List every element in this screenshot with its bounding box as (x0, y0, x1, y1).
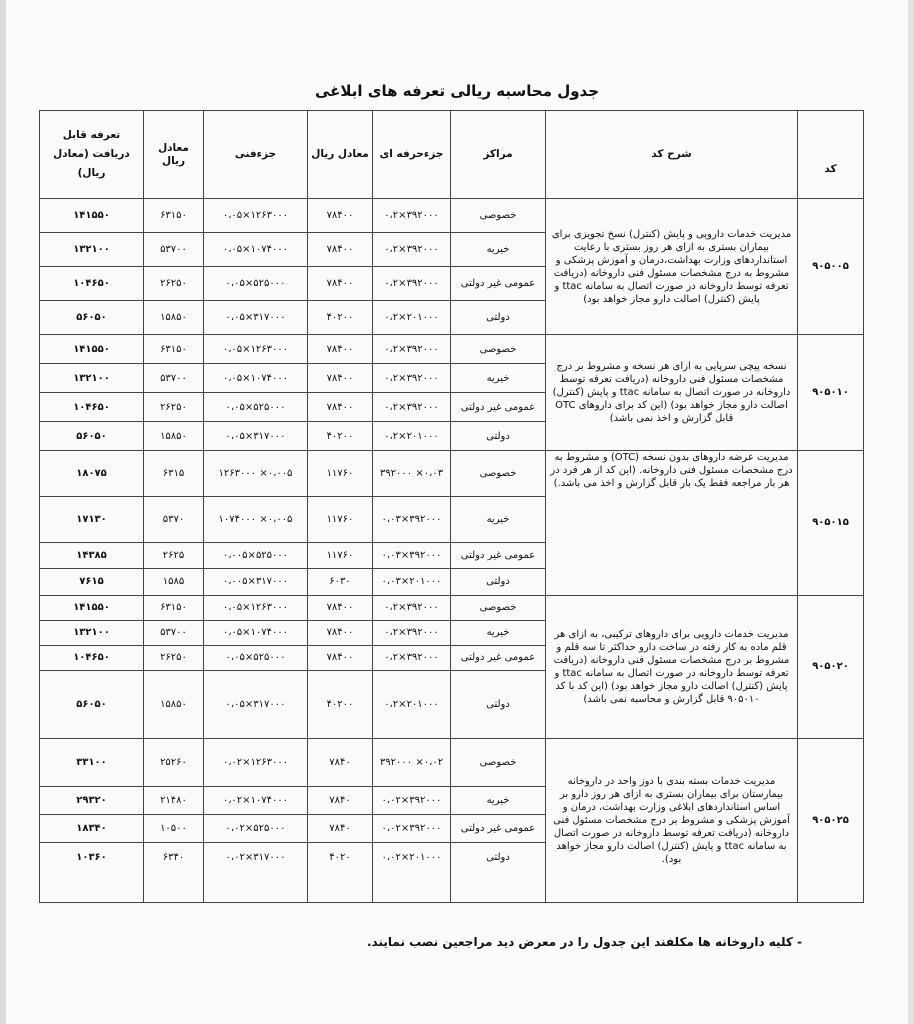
rial-cell: ۱۱۷۶۰ (308, 543, 373, 569)
center-cell: خیریه (451, 364, 546, 393)
rial-cell-2: ۶۳۱۵۰ (144, 335, 204, 364)
tariff-cell: ۵۶۰۵۰ (40, 422, 144, 451)
tariff-cell: ۱۳۲۱۰۰ (40, 364, 144, 393)
professional-cell: ۳۹۲۰۰۰×۰،۰۲ (373, 814, 451, 842)
center-cell: عمومی غیر دولتی (451, 645, 546, 670)
header-technical: جزءفنی (204, 111, 308, 199)
center-cell: عمومی غیر دولتی (451, 267, 546, 301)
technical-cell: ۳۱۷۰۰۰×۰،۰۲ (204, 842, 308, 902)
rial-cell-2: ۱۵۸۵۰ (144, 301, 204, 335)
center-cell: عمومی غیر دولتی (451, 814, 546, 842)
service-description: مدیریت خدمات بسته بندی با دوز واحد در داروخانه بیمارستان برای بیماران بستری به ازای هر روز دارو بر اساس استانداردهای ابلاغی وزارت بهداشت، درمان و آموزش پزشکی و مشروط بر درج مشخصات مسئول فنی داروخانه (دریافت تعرفه توسط داروخانه در صورت اتصال به سامانه ttac و پایش (کنترل) اصالت دارو مجاز خواهد بود). (546, 738, 798, 902)
rial-cell: ۷۸۴۰۰ (308, 364, 373, 393)
professional-cell: ۳۹۲۰۰۰×۰،۲ (373, 199, 451, 233)
center-cell: خصوصی (451, 335, 546, 364)
table-row (40, 451, 864, 497)
technical-cell: ۱۲۶۳۰۰۰×۰،۰۵ (204, 335, 308, 364)
document-title: جدول محاسبه ریالی تعرفه های ابلاغی (314, 82, 600, 100)
center-cell: عمومی غیر دولتی (451, 543, 546, 569)
rial-cell: ۷۸۴۰۰ (308, 393, 373, 422)
technical-cell: ۵۲۵۰۰۰×۰،۰۰۵ (204, 543, 308, 569)
header-professional: جزءحرفه ای (373, 111, 451, 199)
center-cell: خصوصی (451, 738, 546, 786)
tariff-cell: ۱۰۴۶۵۰ (40, 267, 144, 301)
rial-cell: ۱۱۷۶۰ (308, 497, 373, 543)
rial-cell-2: ۱۵۸۵۰ (144, 422, 204, 451)
service-code: ۹۰۵۰۲۰ (798, 595, 864, 738)
rial-cell: ۴۰۲۰۰ (308, 301, 373, 335)
center-cell: خیریه (451, 497, 546, 543)
rial-cell: ۷۸۴۰۰ (308, 595, 373, 620)
professional-cell: ۳۹۲۰۰۰×۰،۲ (373, 393, 451, 422)
rial-cell: ۷۸۴۰۰ (308, 233, 373, 267)
center-cell: خیریه (451, 620, 546, 645)
rial-cell: ۴۰۲۰۰ (308, 422, 373, 451)
table-row (40, 199, 864, 233)
center-cell: خیریه (451, 786, 546, 814)
tariff-cell: ۱۷۱۳۰ (40, 497, 144, 543)
professional-cell: ۳۹۲۰۰۰×۰،۰۳ (373, 543, 451, 569)
rial-cell-2: ۵۳۷۰۰ (144, 233, 204, 267)
technical-cell: ۵۲۵۰۰۰×۰،۰۵ (204, 393, 308, 422)
tariff-cell: ۱۳۲۱۰۰ (40, 620, 144, 645)
technical-cell: ۳۱۷۰۰۰×۰،۰۰۵ (204, 569, 308, 595)
table-row (40, 595, 864, 620)
rial-cell-2: ۲۵۲۶۰ (144, 738, 204, 786)
tariff-cell: ۱۳۲۱۰۰ (40, 233, 144, 267)
professional-cell: ۳۹۲۰۰۰×۰،۰۲ (373, 786, 451, 814)
service-description: مدیریت عرضه داروهای بدون نسخه (OTC) و مشروط به درج مشخصات مسئول فنی داروخانه. (این کد از هر فرد در هر بار مراجعه فقط یک بار قابل گزارش و اخذ می باشد.) (546, 451, 798, 595)
rial-cell-2: ۲۶۲۵ (144, 543, 204, 569)
table-row (40, 738, 864, 786)
rial-cell-2: ۵۳۷۰۰ (144, 364, 204, 393)
header-row (40, 111, 864, 199)
technical-cell: ۰،۰۰۵× ۱۲۶۳۰۰۰ (204, 451, 308, 497)
rial-cell: ۷۸۴۰۰ (308, 620, 373, 645)
tariff-cell: ۱۴۳۸۵ (40, 543, 144, 569)
professional-cell: ۳۹۲۰۰۰×۰،۲ (373, 233, 451, 267)
tariff-cell: ۷۶۱۵ (40, 569, 144, 595)
rial-cell-2: ۲۶۲۵۰ (144, 267, 204, 301)
rial-cell-2: ۲۶۲۵۰ (144, 393, 204, 422)
professional-cell: ۲۰۱۰۰۰×۰،۲ (373, 301, 451, 335)
technical-cell: ۰،۰۰۵× ۱۰۷۴۰۰۰ (204, 497, 308, 543)
technical-cell: ۳۱۷۰۰۰×۰،۰۵ (204, 422, 308, 451)
footnote: - کلیه داروخانه ها مکلفند این جدول را در معرض دید مراجعین نصب نمایند. (367, 935, 802, 949)
rial-cell-2: ۲۶۲۵۰ (144, 645, 204, 670)
technical-cell: ۱۰۷۴۰۰۰×۰،۰۵ (204, 233, 308, 267)
professional-cell: ۳۹۲۰۰۰×۰،۲ (373, 267, 451, 301)
rial-cell: ۷۸۴۰۰ (308, 335, 373, 364)
center-cell: خیریه (451, 233, 546, 267)
rial-cell: ۴۰۲۰۰ (308, 670, 373, 738)
center-cell: عمومی غیر دولتی (451, 393, 546, 422)
center-cell: دولتی (451, 842, 546, 902)
technical-cell: ۱۲۶۳۰۰۰×۰،۰۵ (204, 199, 308, 233)
rial-cell: ۷۸۴۰۰ (308, 267, 373, 301)
tariff-cell: ۳۳۱۰۰ (40, 738, 144, 786)
header-rial-equiv-2: معادل ریال (144, 111, 204, 199)
center-cell: دولتی (451, 422, 546, 451)
service-description: مدیریت خدمات دارویی و پایش (کنترل) نسخ تجویزی برای بیماران بستری به ازای هر روز بستری با رعایت استانداردهای وزارت بهداشت،درمان و آموزش پزشکی و مشروط به درج مشخصات مسئول فنی داروخانه (دریافت تعرفه توسط داروخانه در صورت اتصال به سامانه ttac و پایش (کنترل) اصالت دارو مجاز خواهد بود) (546, 199, 798, 335)
rial-cell: ۷۸۴۰ (308, 738, 373, 786)
professional-cell: ۲۰۱۰۰۰×۰،۲ (373, 670, 451, 738)
tariff-cell: ۱۰۳۶۰ (40, 842, 144, 902)
tariff-cell: ۱۴۱۵۵۰ (40, 595, 144, 620)
service-code: ۹۰۵۰۱۰ (798, 335, 864, 451)
professional-cell: ۳۹۲۰۰۰×۰،۲ (373, 364, 451, 393)
technical-cell: ۱۰۷۴۰۰۰×۰،۰۲ (204, 786, 308, 814)
technical-cell: ۱۲۶۳۰۰۰×۰،۰۵ (204, 595, 308, 620)
center-cell: دولتی (451, 670, 546, 738)
header-rial-equiv: معادل ریال (308, 111, 373, 199)
rial-cell-2: ۶۳۴۰ (144, 842, 204, 902)
professional-cell: ۳۹۲۰۰۰×۰،۲ (373, 620, 451, 645)
professional-cell: ۰،۰۳× ۳۹۲۰۰۰ (373, 451, 451, 497)
table-row (40, 335, 864, 364)
tariff-table (39, 110, 864, 903)
rial-cell-2: ۱۵۸۵۰ (144, 670, 204, 738)
center-cell: خصوصی (451, 451, 546, 497)
rial-cell: ۷۸۴۰ (308, 814, 373, 842)
rial-cell-2: ۲۱۴۸۰ (144, 786, 204, 814)
header-description: شرح کد (546, 111, 798, 199)
rial-cell-2: ۶۳۱۵۰ (144, 595, 204, 620)
service-code: ۹۰۵۰۱۵ (798, 451, 864, 595)
tariff-cell: ۵۶۰۵۰ (40, 670, 144, 738)
tariff-cell: ۲۹۳۲۰ (40, 786, 144, 814)
professional-cell: ۰،۰۲× ۳۹۲۰۰۰ (373, 738, 451, 786)
rial-cell: ۶۰۳۰ (308, 569, 373, 595)
rial-cell-2: ۶۳۱۵۰ (144, 199, 204, 233)
service-description: مدیریت خدمات دارویی برای داروهای ترکیبی، به ازای هر قلم ماده به کار رفته در ساخت دارو حداکثر تا سه قلم و مشروط بر درج مشخصات مسئول فنی داروخانه (دریافت تعرفه توسط داروخانه در صورت اتصال به سامانه ttac و پایش (کنترل) اصالت دارو مجاز خواهد بود) (این کد با کد ۹۰۵۰۱۰ قابل گزارش و محاسبه نمی باشد) (546, 595, 798, 738)
professional-cell: ۳۹۲۰۰۰×۰،۲ (373, 645, 451, 670)
tariff-cell: ۱۰۴۶۵۰ (40, 393, 144, 422)
professional-cell: ۲۰۱۰۰۰×۰،۰۳ (373, 569, 451, 595)
service-description: نسخه پیچی سرپایی به ازای هر نسخه و مشروط بر درج مشخصات مسئول فنی داروخانه (دریافت تعرفه توسط داروخانه در صورت اتصال به سامانه ttac و پایش (کنترل) اصالت دارو مجاز خواهد بود) (این کد برای داروهای OTC قابل گزارش و اخذ نمی باشد) (546, 335, 798, 451)
rial-cell-2: ۵۳۷۰۰ (144, 620, 204, 645)
professional-cell: ۲۰۱۰۰۰×۰،۲ (373, 422, 451, 451)
header-code: کد (798, 111, 864, 199)
rial-cell-2: ۶۳۱۵ (144, 451, 204, 497)
rial-cell-2: ۱۰۵۰۰ (144, 814, 204, 842)
professional-cell: ۳۹۲۰۰۰×۰،۲ (373, 595, 451, 620)
center-cell: دولتی (451, 569, 546, 595)
tariff-cell: ۱۴۱۵۵۰ (40, 335, 144, 364)
rial-cell: ۷۸۴۰ (308, 786, 373, 814)
service-code: ۹۰۵۰۰۵ (798, 199, 864, 335)
center-cell: خصوصی (451, 199, 546, 233)
technical-cell: ۳۱۷۰۰۰×۰،۰۵ (204, 670, 308, 738)
center-cell: خصوصی (451, 595, 546, 620)
rial-cell-2: ۱۵۸۵ (144, 569, 204, 595)
tariff-cell: ۱۴۱۵۵۰ (40, 199, 144, 233)
technical-cell: ۱۲۶۳۰۰۰×۰،۰۲ (204, 738, 308, 786)
technical-cell: ۵۲۵۰۰۰×۰،۰۵ (204, 267, 308, 301)
rial-cell-2: ۵۳۷۰ (144, 497, 204, 543)
professional-cell: ۳۹۲۰۰۰×۰،۰۳ (373, 497, 451, 543)
rial-cell: ۷۸۴۰۰ (308, 645, 373, 670)
tariff-cell: ۱۸۰۷۵ (40, 451, 144, 497)
technical-cell: ۳۱۷۰۰۰×۰،۰۵ (204, 301, 308, 335)
page-edge-right (908, 0, 914, 1024)
technical-cell: ۵۲۵۰۰۰×۰،۰۵ (204, 645, 308, 670)
professional-cell: ۳۹۲۰۰۰×۰،۲ (373, 335, 451, 364)
professional-cell: ۲۰۱۰۰۰×۰،۰۲ (373, 842, 451, 902)
header-tariff: تعرفه قابل دریافت (معادل ریال) (40, 111, 144, 199)
header-centers: مراکز (451, 111, 546, 199)
rial-cell: ۷۸۴۰۰ (308, 199, 373, 233)
rial-cell: ۱۱۷۶۰ (308, 451, 373, 497)
tariff-cell: ۵۶۰۵۰ (40, 301, 144, 335)
technical-cell: ۵۲۵۰۰۰×۰،۰۲ (204, 814, 308, 842)
center-cell: دولتی (451, 301, 546, 335)
tariff-cell: ۱۸۳۴۰ (40, 814, 144, 842)
tariff-cell: ۱۰۴۶۵۰ (40, 645, 144, 670)
service-code: ۹۰۵۰۲۵ (798, 738, 864, 902)
technical-cell: ۱۰۷۴۰۰۰×۰،۰۵ (204, 364, 308, 393)
technical-cell: ۱۰۷۴۰۰۰×۰،۰۵ (204, 620, 308, 645)
rial-cell: ۴۰۲۰ (308, 842, 373, 902)
